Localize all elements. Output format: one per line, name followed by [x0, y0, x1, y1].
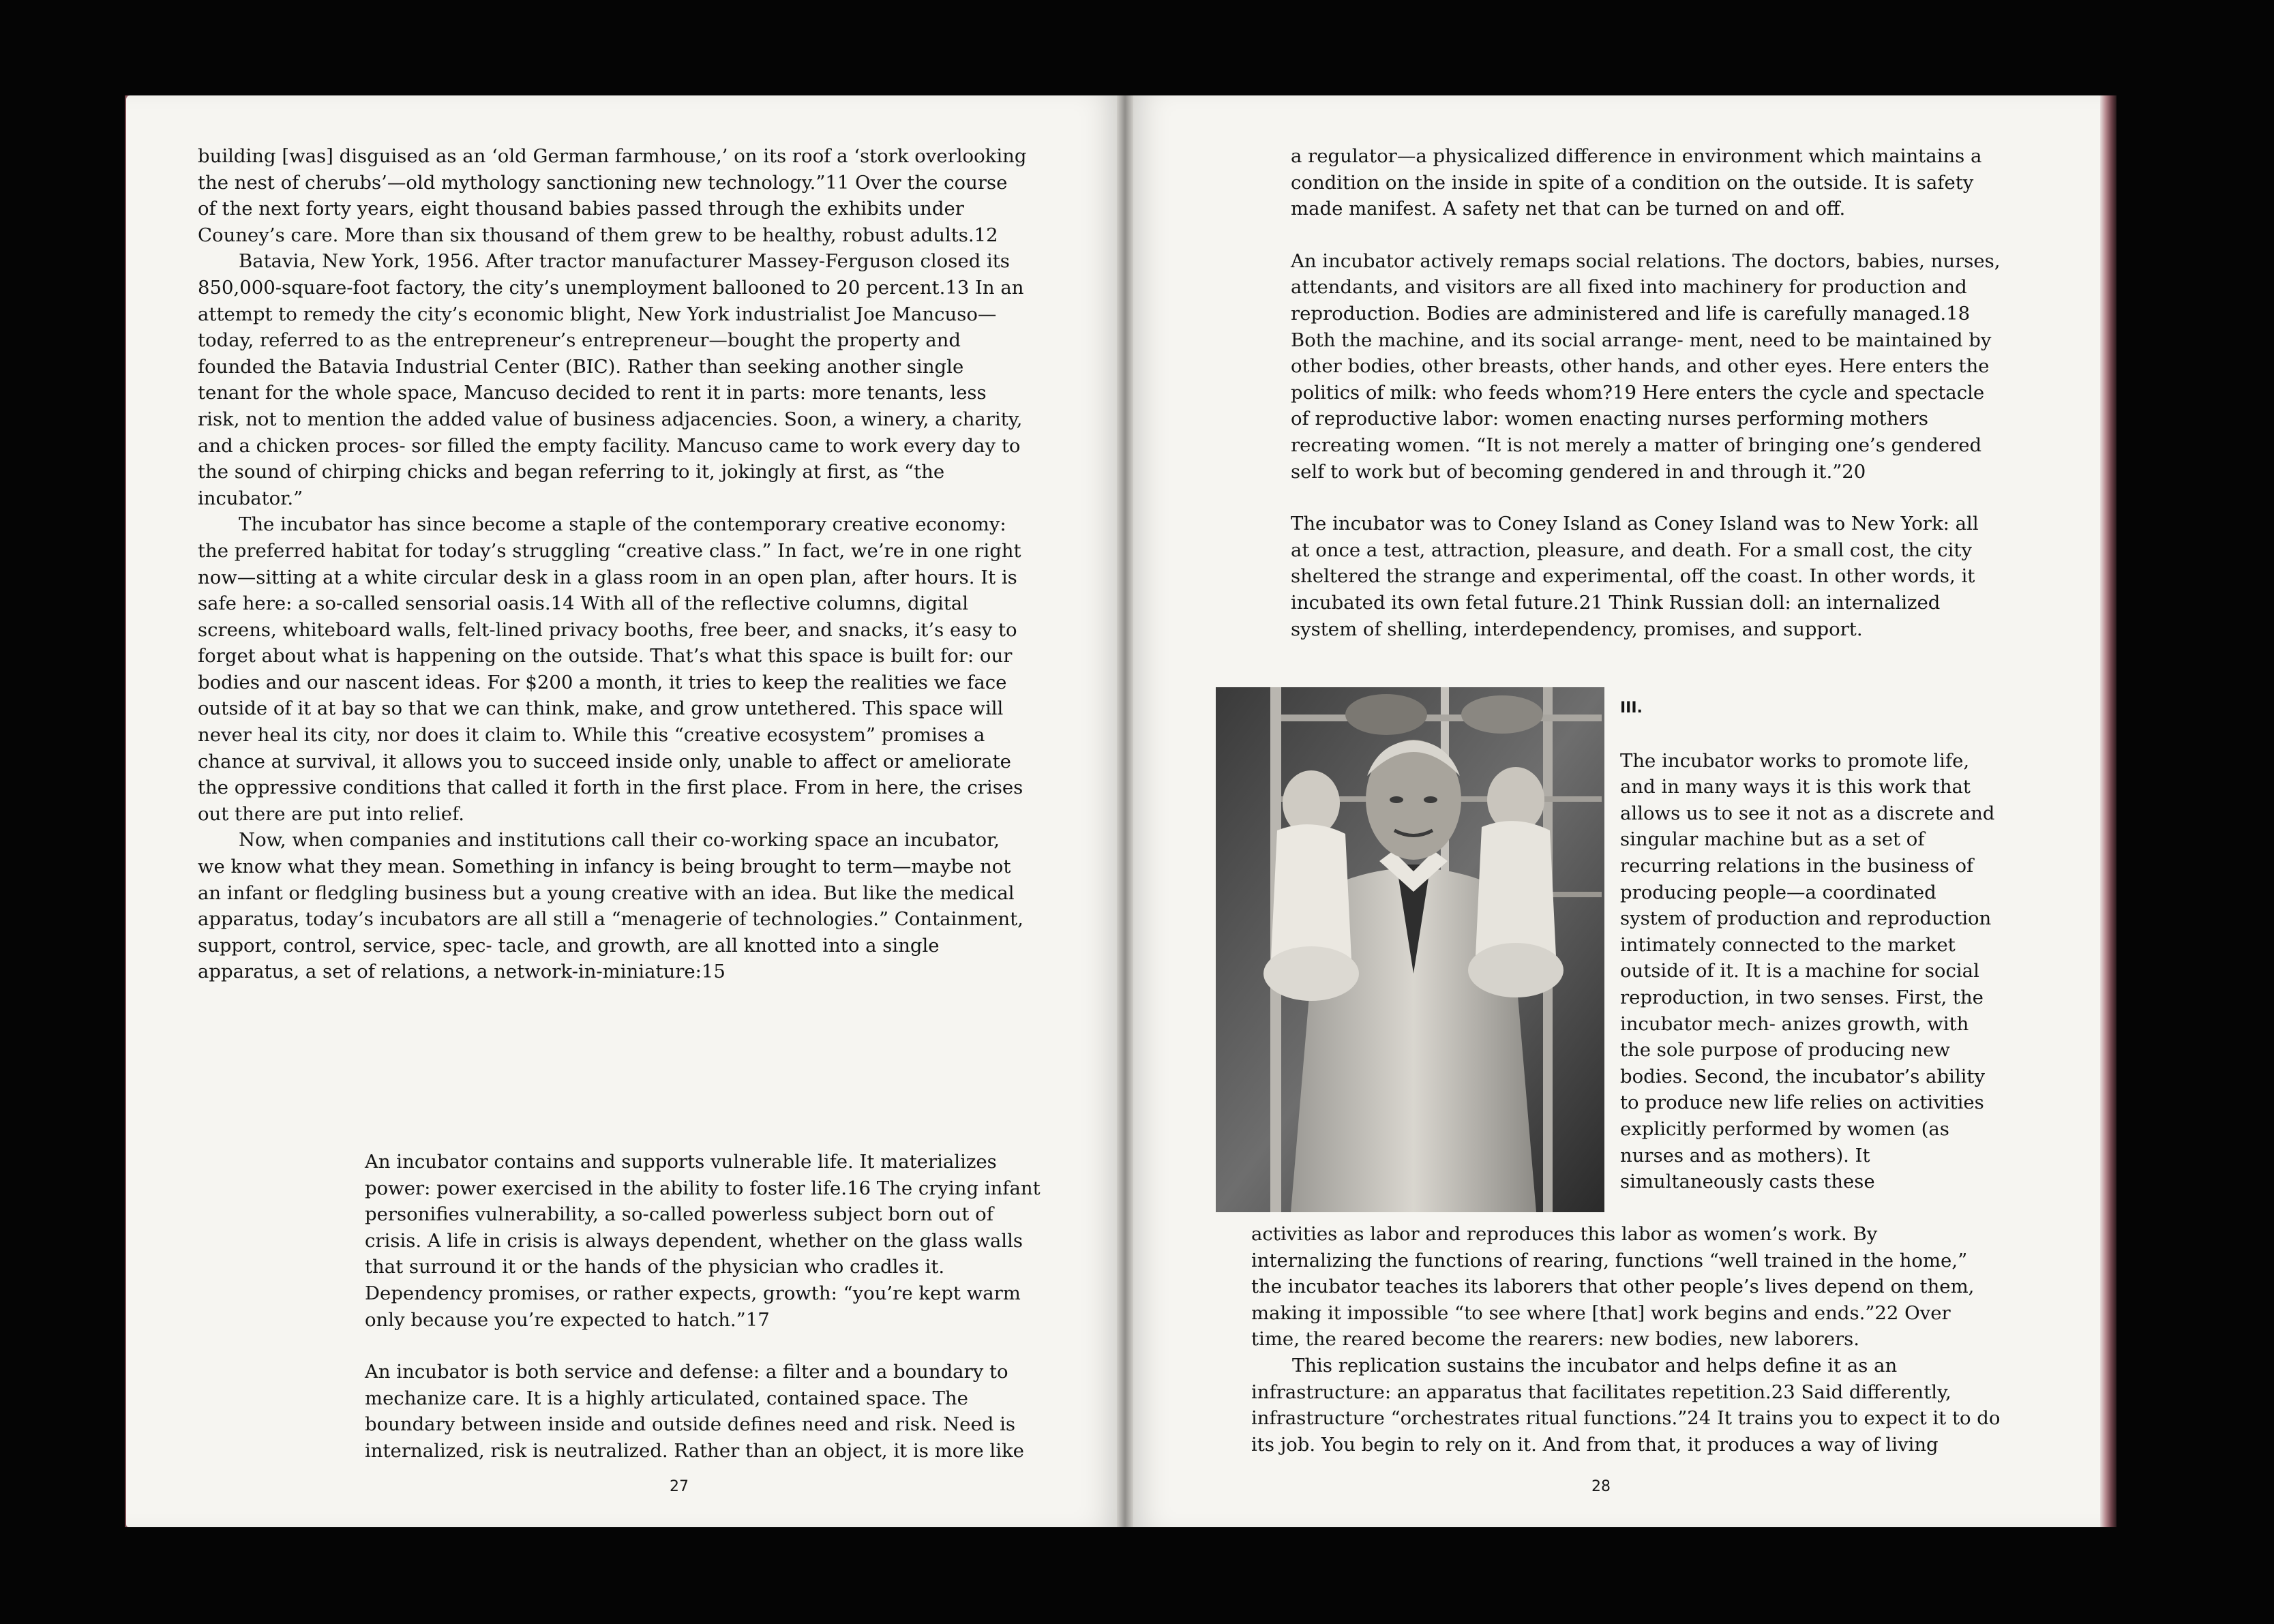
paragraph: building [was] disguised as an ‘old German farmhouse,’ on its roof a ‘stork overlooking the nest of cherubs’—old mythology sanctioning new technology.”11 Over the course of the next forty years, eight thousand babies passed through the exhibits under Couney’s care. More than six thousand of them grew to be healthy, robust adults.12	[198, 145, 1027, 246]
block-paragraph: An incubator contains and supports vulnerable life. It materializes power: power exercised in the ability to foster life.16 The crying infant personifies vulnerability, a so-called powerless subject born out of crisis. A life in crisis is always dependent, whether on the glass walls that surround it or the hands of the physician who cradles it. Dependency promises, or rather expects, growth: “you’re kept warm only because you’re expected to hatch.”17	[365, 1151, 1041, 1331]
paragraph: An incubator actively remaps social relations. The doctors, babies, nurses, attendants, and visitors are all fixed into machinery for production and reproduction. Bodies are administered and life is carefully managed.18 Both the machine, and its social arrange- ment, need to be maintained by other bodies, other breasts, other hands, and other eyes. Here enters the politics of milk: who feeds whom?19 Here enters the cycle and spectacle of reproductive labor: women enacting nurses performing mothers recreating women. “It is not merely a matter of bringing one’s gendered self to work but of becoming gendered in and through it.”20	[1291, 250, 2001, 483]
paragraph: Now, when companies and institutions call their co-working space an incubator, we know what they mean. Something in infancy is being brought to term—maybe not an infant or fledgling business but a young creative with an idea. But like the medical apparatus, today’s incubators are all still a “menagerie of technologies.” Containment, support, control, service, spec- tacle, and growth, are all knotted into a single apparatus, a set of relations, a network-in-miniature:15	[198, 829, 1023, 983]
block-quote	[365, 1149, 1047, 1490]
right-page-column	[1620, 695, 1995, 1195]
book-gutter	[1117, 95, 1133, 1527]
page-number-right: 28	[1591, 1478, 1611, 1495]
paragraph: Batavia, New York, 1956. After tractor manufacturer Massey-Ferguson closed its 850,000-square-foot factory, the city’s unemployment ballooned to 20 percent.13 In an attempt to remedy the city’s economic blight, New York industrialist Joe Mancuso—today, referred to as the entrepreneur’s entrepreneur—bought the property and founded the Batavia Industrial Center (BIC). Rather than seeking another single tenant for the whole space, Mancuso decided to rent it in parts: more tenants, less risk, not to mention the added value of business adjacencies. Soon, a winery, a charity, and a chicken proces- sor filled the empty facility. Mancuso came to work every day to the sound of chirping chicks and began referring to it, jokingly at first, as “the incubator.”	[198, 250, 1024, 509]
paragraph: a regulator—a physicalized difference in environment which maintains a condition on the inside in spite of a condition on the outside. It is safety made manifest. A safety net that can be turned on and off.	[1291, 145, 1982, 220]
page-edge-right	[2100, 95, 2116, 1527]
left-page-body	[198, 143, 1031, 985]
paragraph: This replication sustains the incubator and helps define it as an infrastructure: an apparatus that facilitates repetition.23 Said differently, infrastructure “orchestrates ritual functions.”24 It trains you to expect it to do its job. You begin to rely on it. And from that, it produces a way of living	[1251, 1354, 2001, 1456]
right-page-top-body	[1291, 143, 2001, 668]
paragraph: The incubator works to promote life, and in many ways it is this work that allows us to see it not as a discrete and singular machine but as a set of recurring relations in the business of producing people—a coordinated system of production and reproduction intimately connected to the market outside of it. It is a machine for social reproduction, in two senses. First, the incubator mech- anizes growth, with the sole purpose of producing new bodies. Second, the incubator’s ability to produce new life relies on activities explicitly performed by women (as nurses and as mothers). It simultaneously casts these	[1620, 749, 1995, 1193]
right-page-bottom-body	[1251, 1221, 2001, 1458]
section-heading: III.	[1620, 700, 1643, 717]
paragraph: The incubator has since become a staple of the contemporary creative economy: the preferred habitat for today’s struggling “creative class.” In fact, we’re in one right now—sitting at a white circular desk in a glass room in an open plan, after hours. It is safe here: a so-called sensorial oasis.14 With all of the reflective columns, digital screens, whiteboard walls, felt-lined privacy booths, free beer, and snacks, it’s easy to forget about what is happening on the outside. That’s what this space is built for: our bodies and our nascent ideas. For $200 a month, it tries to keep the realities we face outside of it at bay so that we can think, make, and grow untethered. This space will never heal its city, nor does it claim to. While this “creative ecosystem” promises a chance at survival, it allows you to succeed inside only, unable to affect or ameliorate the oppressive conditions that called it forth in the first place. From in here, the crises out there are put into relief.	[198, 513, 1023, 825]
page-number-left: 27	[670, 1478, 689, 1495]
block-paragraph: An incubator is both service and defense: a filter and a boundary to mechanize care. It is a highly articulated, contained space. The boundary between inside and outside defines need and risk. Need is internalized, risk is neutralized. Rather than an object, it is more like	[365, 1361, 1024, 1462]
photo-man-holding-two-infants-icon	[1216, 687, 1604, 1212]
archival-photo	[1216, 687, 1604, 1212]
paragraph: The incubator was to Coney Island as Coney Island was to New York: all at once a test, attraction, pleasure, and death. For a small cost, the city sheltered the strange and experimental, off the coast. In other words, it incubated its own fetal future.21 Think Russian doll: an internalized system of shelling, interdependency, promises, and support.	[1291, 513, 1979, 640]
paragraph: activities as labor and reproduces this labor as women’s work. By internalizing the functions of rearing, functions “well trained in the home,” the incubator teaches its laborers that other people’s lives depend on them, making it impossible “to see where [that] work begins and ends.”22 Over time, the reared become the rearers: new bodies, new laborers.	[1251, 1223, 1975, 1351]
